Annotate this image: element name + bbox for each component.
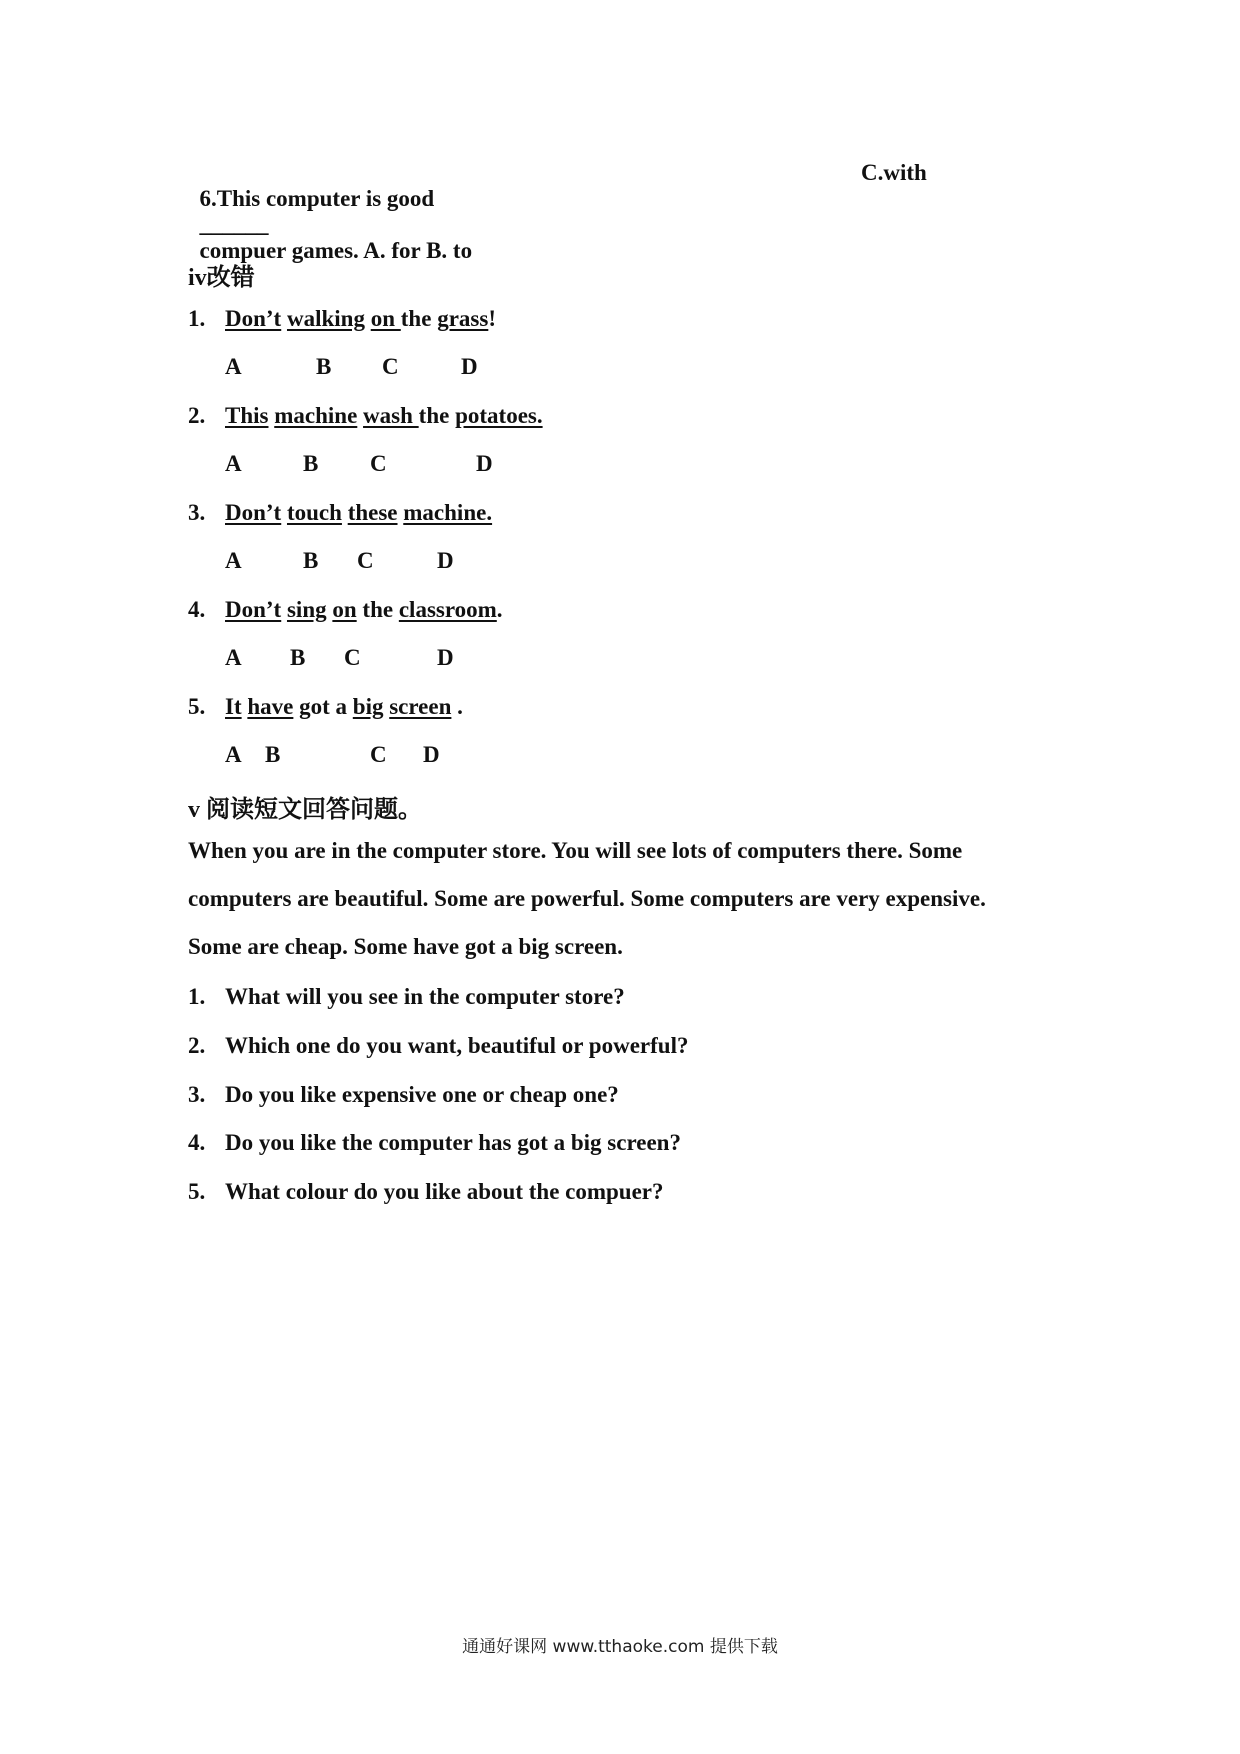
answer-blank: ______ xyxy=(199,212,269,237)
question-number: 2. xyxy=(188,1033,206,1058)
item-number: 1. xyxy=(188,306,206,331)
passage-line: When you are in the computer store. You will see lots of computers there. Some xyxy=(188,838,963,863)
item-number: 4. xyxy=(188,597,206,622)
error-sentence xyxy=(225,694,463,720)
sentence-text: . xyxy=(496,597,503,622)
underlined-segment: It xyxy=(225,694,242,719)
underlined-segment: these xyxy=(347,500,398,525)
question-6 xyxy=(188,160,472,264)
passage-line: Some are cheap. Some have got a big screen. xyxy=(188,934,623,959)
option-letter: B xyxy=(303,548,319,573)
option-letter: D xyxy=(423,742,440,767)
question-text: Do you like expensive one or cheap one? xyxy=(225,1082,619,1107)
underlined-segment: on xyxy=(370,306,401,331)
page-footer: 通通好课网 www.tthaoke.com 提供下载 xyxy=(462,1637,778,1657)
option-letter: C xyxy=(370,742,387,767)
question-6-text: 6.This computer is good xyxy=(199,186,435,211)
sentence-text: ! xyxy=(488,306,496,331)
option-letter: C xyxy=(344,645,361,670)
underlined-segment: wash xyxy=(363,403,419,428)
option-letter: A xyxy=(225,451,242,476)
option-letter: A xyxy=(225,645,242,670)
error-sentence xyxy=(225,306,496,332)
underlined-segment: grass xyxy=(437,306,489,331)
section-v-heading: v 阅读短文回答问题。 xyxy=(188,797,422,823)
question-6-option-c: C.with xyxy=(861,160,927,185)
option-letter: D xyxy=(476,451,493,476)
section-iv-heading: iv改错 xyxy=(188,265,255,291)
underlined-segment: Don’t xyxy=(225,500,282,525)
underlined-segment: Don’t xyxy=(225,306,282,331)
underlined-segment: touch xyxy=(286,500,342,525)
question-number: 4. xyxy=(188,1130,206,1155)
option-letter: B xyxy=(265,742,281,767)
underlined-segment: on xyxy=(332,597,357,622)
underlined-segment: classroom xyxy=(398,597,497,622)
question-number: 5. xyxy=(188,1179,206,1204)
sentence-text: the xyxy=(400,306,438,331)
passage-line: computers are beautiful. Some are powerful. Some computers are very expensive. xyxy=(188,886,986,911)
underlined-segment: screen xyxy=(389,694,452,719)
option-letter: C xyxy=(382,354,399,379)
option-letter: C xyxy=(370,451,387,476)
question-text: Which one do you want, beautiful or powerful? xyxy=(225,1033,689,1058)
option-letter: D xyxy=(461,354,478,379)
option-letter: D xyxy=(437,548,454,573)
option-letter: A xyxy=(225,742,242,767)
underlined-segment: big xyxy=(352,694,384,719)
item-number: 3. xyxy=(188,500,206,525)
item-number: 5. xyxy=(188,694,206,719)
error-sentence xyxy=(225,500,492,526)
question-text: Do you like the computer has got a big screen? xyxy=(225,1130,681,1155)
underlined-segment: potatoes. xyxy=(455,403,543,428)
option-letter: A xyxy=(225,548,242,573)
underlined-segment: walking xyxy=(286,306,365,331)
item-number: 2. xyxy=(188,403,206,428)
option-letter: C xyxy=(357,548,374,573)
error-sentence xyxy=(225,597,503,623)
question-number: 1. xyxy=(188,984,206,1009)
underlined-segment: This xyxy=(225,403,269,428)
question-6-rest: compuer games. A. for B. to xyxy=(199,238,473,263)
option-letter: B xyxy=(303,451,319,476)
question-text: What colour do you like about the compuer? xyxy=(225,1179,664,1204)
sentence-text: got a xyxy=(293,694,353,719)
option-letter: D xyxy=(437,645,454,670)
sentence-text: the xyxy=(418,403,456,428)
option-letter: B xyxy=(290,645,306,670)
underlined-segment: machine xyxy=(274,403,358,428)
error-sentence xyxy=(225,403,543,429)
underlined-segment: sing xyxy=(286,597,327,622)
option-letter: A xyxy=(225,354,242,379)
sentence-text: . xyxy=(451,694,463,719)
underlined-segment: Don’t xyxy=(225,597,282,622)
sentence-text: the xyxy=(356,597,399,622)
underlined-segment: machine. xyxy=(403,500,493,525)
option-letter: B xyxy=(316,354,332,379)
question-text: What will you see in the computer store? xyxy=(225,984,625,1009)
question-number: 3. xyxy=(188,1082,206,1107)
underlined-segment: have xyxy=(247,694,294,719)
